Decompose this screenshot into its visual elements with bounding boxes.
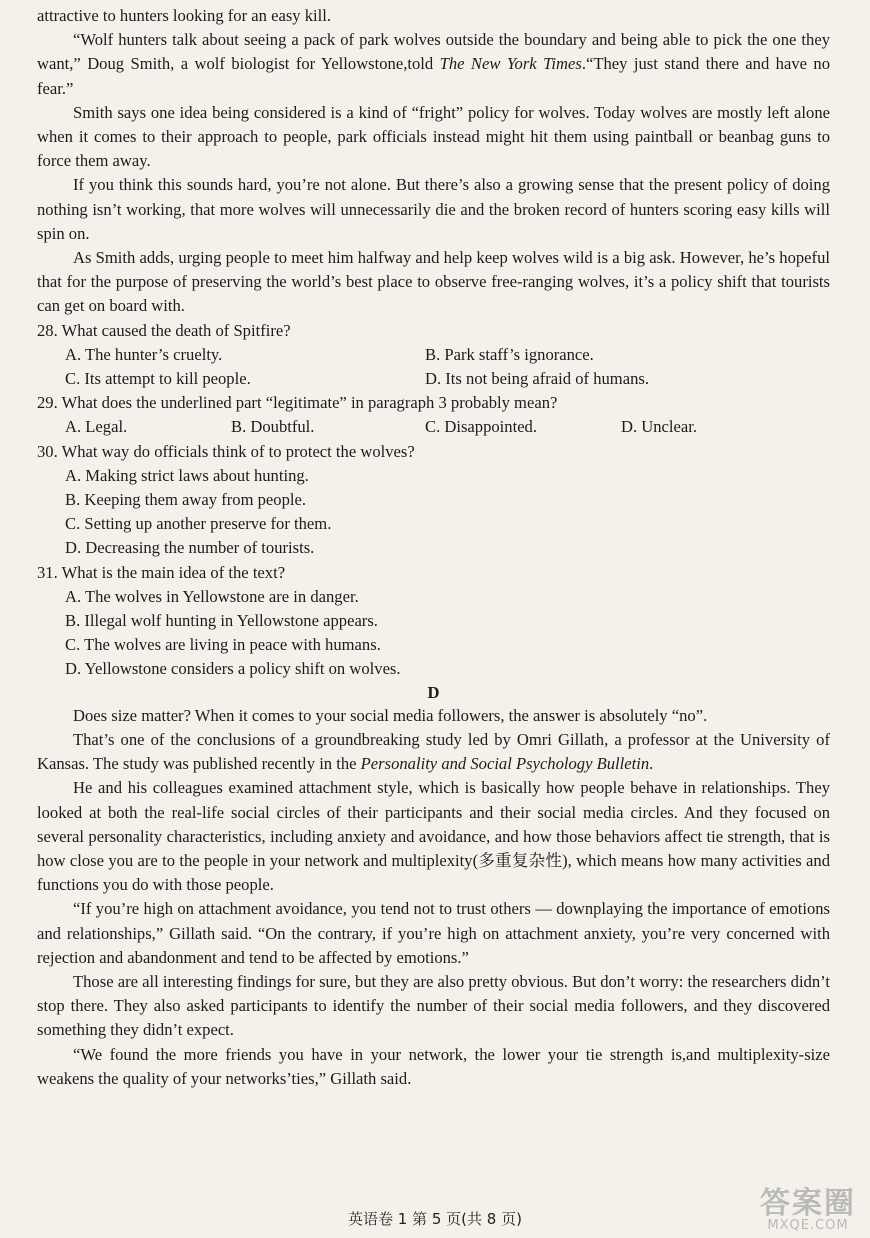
option-a: A. Legal. <box>65 417 128 437</box>
passage-c-paragraph: If you think this sounds hard, you’re not alone. But there’s also a growing sense that the present policy of doing nothing isn’t working, that more wolves will unnecessarily die and the broken record of hunters scoring easy kills will spin on. <box>37 175 830 243</box>
passage-d-paragraph: That’s one of the conclusions of a groundbreaking study led by Omri Gillath, a professor at the University of Kansas. The study was published recently in the Personality and Social Psychology Bulletin. <box>37 729 830 774</box>
exam-page <box>37 4 830 1091</box>
option-c: C. Its attempt to kill people. <box>65 369 251 389</box>
option-b: B. Doubtful. <box>231 417 315 437</box>
passage-d-paragraph: Does size matter? When it comes to your social media followers, the answer is absolutely “no”. <box>73 705 708 725</box>
section-heading: D <box>427 682 440 702</box>
option-c: C. Disappointed. <box>425 417 537 437</box>
question-stem: 31. What is the main idea of the text? <box>37 562 286 582</box>
question-stem: 28. What caused the death of Spitfire? <box>37 320 291 340</box>
option-a: A. The hunter’s cruelty. <box>65 344 223 364</box>
question-29 <box>37 391 830 439</box>
option-a: A. The wolves in Yellowstone are in danger. <box>65 586 359 606</box>
passage-c-paragraph: “Wolf hunters talk about seeing a pack of park wolves outside the boundary and being able to pick the one they want,” Doug Smith, a wolf biologist for Yellowstone,told The New York Times.“They just stand there and have no fear.” <box>37 30 831 98</box>
journal-title: Personality and Social Psychology Bulletin <box>360 754 650 774</box>
passage-c-paragraph: attractive to hunters looking for an easy kill. <box>37 6 331 25</box>
passage-d-paragraph: “If you’re high on attachment avoidance, you tend not to trust others — downplaying the importance of emotions and relationships,” Gillath said. “On the contrary, if you’re high on attachment anxiety, you’re very concerned with rejection and abandonment and tend to be affected by emotions.” <box>37 899 830 967</box>
option-a: A. Making strict laws about hunting. <box>65 465 309 485</box>
question-30 <box>37 440 830 561</box>
question-stem: 29. What does the underlined part “legitimate” in paragraph 3 probably mean? <box>37 393 558 413</box>
newspaper-title: The New York Times <box>439 54 582 74</box>
option-c: C. Setting up another preserve for them. <box>65 514 332 534</box>
option-c: C. The wolves are living in peace with humans. <box>65 635 381 655</box>
passage-c-paragraph: Smith says one idea being considered is a kind of “fright” policy for wolves. Today wolves are mostly left alone when it comes to their approach to people, park officials instead might hit them using paintball or beanbag guns to force them away. <box>37 102 830 171</box>
passage-d-paragraph: Those are all interesting findings for sure, but they are also pretty obvious. But don’t worry: the researchers didn’t stop there. They also asked participants to identify the number of their social media followers, and they discovered something they didn’t expect. <box>37 971 830 1040</box>
passage-d-paragraph: “We found the more friends you have in your network, the lower your tie strength is,and multiplexity-size weakens the quality of your networks’ties,” Gillath said. <box>37 1044 830 1088</box>
question-stem: 30. What way do officials think of to protect the wolves? <box>37 441 415 461</box>
option-b: B. Illegal wolf hunting in Yellowstone appears. <box>65 611 378 631</box>
passage-d-paragraph: He and his colleagues examined attachment style, which is basically how people behave in relationships. They looked at both the real-life social circles of their participants and their social media circles. And they focused on several personality characteristics, including anxiety and avoidance, and how those behaviors affect tie strength, that is how close you are to the people in your network and multiplexity(多重复杂性), which means how many activities and functions you do with those people. <box>37 778 830 895</box>
question-28 <box>37 319 830 392</box>
question-31 <box>37 561 830 682</box>
page-footer: 英语卷 1 第 5 页(共 8 页) <box>348 1210 522 1228</box>
option-d: D. Yellowstone considers a policy shift on wolves. <box>65 659 401 679</box>
option-b: B. Keeping them away from people. <box>65 490 306 510</box>
option-d: D. Unclear. <box>621 417 698 437</box>
passage-c-paragraph: As Smith adds, urging people to meet him halfway and help keep wolves wild is a big ask. However, he’s hopeful that for the purpose of preserving the world’s best place to observe free-ranging wolves, it’s a policy shift that tourists can get on board with. <box>37 248 830 316</box>
watermark-logo: 答案圈 MXQE.COM <box>760 1186 856 1233</box>
option-d: D. Its not being afraid of humans. <box>425 369 649 389</box>
option-b: B. Park staff’s ignorance. <box>425 344 594 364</box>
option-d: D. Decreasing the number of tourists. <box>65 538 315 558</box>
